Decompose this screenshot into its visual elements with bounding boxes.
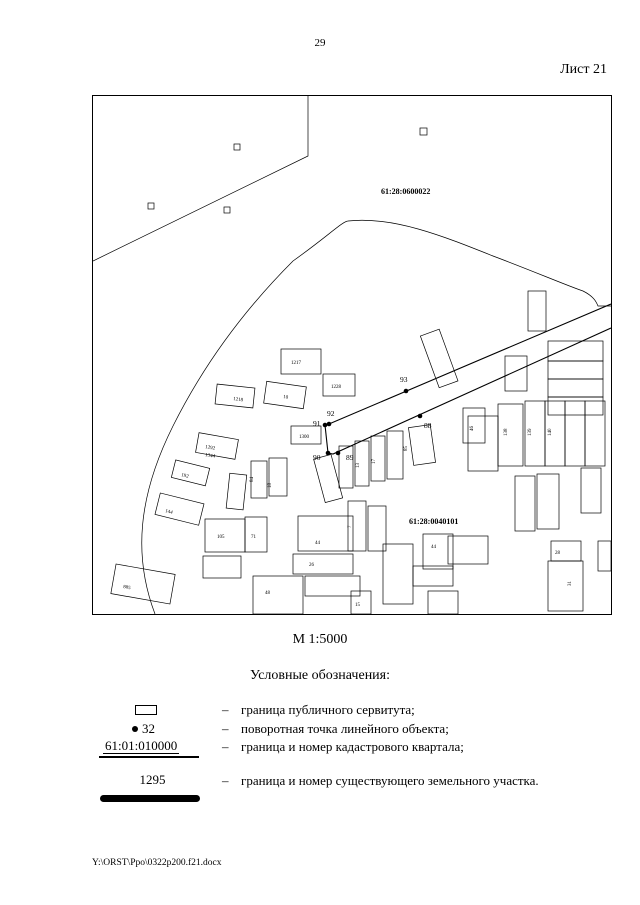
point-88 [418, 414, 423, 419]
parcel-number: 139 [528, 428, 533, 436]
legend-item-point [0, 720, 640, 740]
parcel-number: 1217 [291, 361, 301, 366]
parcel [253, 576, 303, 614]
legend-dash: – [222, 773, 229, 788]
building-small [420, 128, 427, 135]
parcel-number: 15 [355, 603, 360, 608]
parcel [505, 356, 527, 391]
parcel [205, 519, 245, 552]
map-canvas [93, 96, 611, 614]
legend-dash: – [222, 721, 229, 736]
building-small [224, 207, 230, 213]
parcel [293, 554, 353, 574]
parcel-number: 18 [268, 483, 273, 488]
parcel [408, 425, 435, 466]
parcel-number: 105 [217, 535, 225, 540]
parcel [196, 433, 239, 460]
parcel-number: 138 [504, 428, 509, 436]
parcel-number: 84 [250, 477, 255, 482]
point-91 [323, 423, 328, 428]
point-label-90: 90 [313, 453, 321, 462]
quarter-label-south: 61:28:0040101 [409, 517, 459, 526]
parcel-number: 1218 [232, 397, 244, 404]
parcel [515, 476, 535, 531]
parcel-number: 48 [265, 591, 270, 596]
legend-text-parcel: граница и номер существующего земельного участка. [241, 773, 539, 788]
parcel-number: 140 [548, 428, 553, 436]
parcel [598, 541, 611, 571]
parcel [281, 349, 321, 374]
point-label-88: 88 [424, 421, 432, 430]
cadastral-map[interactable] [92, 95, 612, 615]
legend-text-point: поворотная точка линейного объекта; [241, 721, 449, 736]
parcel-number: 44 [315, 541, 320, 546]
footer-file-path: Y:\ORST\Ppo\0322p200.f21.docx [92, 858, 222, 868]
parcel-number: 192 [180, 473, 190, 480]
parcel-number: 28 [555, 551, 560, 556]
point-label-93: 93 [400, 375, 408, 384]
point-label-91: 91 [313, 419, 321, 428]
parcel-number: 17 [372, 459, 377, 464]
point-93 [404, 389, 409, 394]
parcel [565, 401, 585, 466]
page-number: 29 [314, 37, 326, 49]
parcel [111, 564, 175, 604]
parcel [420, 329, 458, 388]
point-label-92: 92 [327, 409, 335, 418]
quarter-line-icon [99, 756, 199, 758]
quarter-boundary-north [93, 96, 308, 261]
legend-title: Условные обозначения: [249, 668, 391, 683]
servitude-box-icon [135, 705, 157, 715]
parcel-labels [123, 361, 573, 608]
legend-dash: – [222, 739, 229, 754]
legend-text-servitude: граница публичного сервитута; [241, 702, 415, 717]
parcel-number: 44 [431, 545, 436, 550]
point-92 [327, 422, 332, 427]
parcel [305, 576, 360, 596]
parcel-number: 31 [568, 581, 573, 586]
parcel-number: 1344 [204, 453, 216, 460]
parcel [171, 460, 209, 486]
parcel [226, 473, 247, 510]
parcel-bar-icon [100, 795, 200, 802]
parcel-number: 885 [122, 585, 131, 592]
parcel-number: 1228 [331, 385, 341, 390]
parcel [448, 536, 488, 564]
point-89 [336, 451, 341, 456]
parcel-number: 7 [348, 525, 353, 528]
quarter-boundary-curve [142, 220, 611, 614]
legend-symbol-parcel [95, 772, 210, 804]
legend-quarter-number: 61:01:010000 [105, 738, 178, 753]
parcel [463, 408, 485, 443]
legend-text-quarter: граница и номер кадастрового квартала; [241, 739, 464, 754]
building-small [148, 203, 154, 209]
legend-symbol-point [95, 720, 210, 740]
parcel-number: 46 [470, 426, 475, 431]
point-dot-icon [132, 726, 138, 732]
map-scale: М 1:5000 [292, 632, 348, 647]
parcel-number: 13 [356, 463, 361, 468]
parcel [428, 591, 458, 614]
point-90 [326, 451, 331, 456]
turning-points [323, 389, 423, 456]
point-label-89: 89 [346, 453, 354, 462]
parcel [351, 591, 371, 614]
parcel [528, 291, 546, 331]
legend-symbol-quarter [95, 738, 210, 758]
parcel-number: 1292 [204, 445, 216, 452]
parcel [155, 493, 204, 525]
parcel-number: 144 [164, 509, 174, 516]
parcel [298, 516, 353, 551]
parcel [537, 474, 559, 529]
legend-item-quarter [0, 738, 640, 758]
legend-item-servitude [0, 702, 640, 722]
parcel-number: 85 [404, 446, 409, 451]
parcel [269, 458, 287, 496]
parcel [548, 561, 583, 611]
parcel-number: 10 [282, 395, 289, 401]
parcel [371, 436, 385, 481]
parcel [468, 416, 498, 471]
legend-symbol-servitude [95, 702, 210, 722]
parcel [585, 401, 605, 466]
parcel [215, 384, 255, 408]
legend-point-number: 32 [142, 721, 155, 736]
parcel [548, 361, 603, 379]
parcel [203, 556, 241, 578]
parcel-number: 1300 [299, 435, 309, 440]
parcel [498, 404, 523, 466]
legend-item-parcel [0, 772, 640, 804]
building-small [234, 144, 240, 150]
legend-dash: – [222, 702, 229, 717]
quarter-label-north: 61:28:0600022 [381, 187, 431, 196]
parcel-number: 71 [251, 535, 256, 540]
parcel [581, 468, 601, 513]
parcel [387, 431, 403, 479]
sheet-label: Лист 21 [560, 62, 607, 77]
parcel-number: 26 [309, 563, 314, 568]
parcel [245, 517, 267, 552]
legend-parcel-number: 1295 [139, 772, 166, 787]
parcel [548, 397, 603, 415]
parcel [548, 379, 603, 397]
parcel [383, 544, 413, 604]
